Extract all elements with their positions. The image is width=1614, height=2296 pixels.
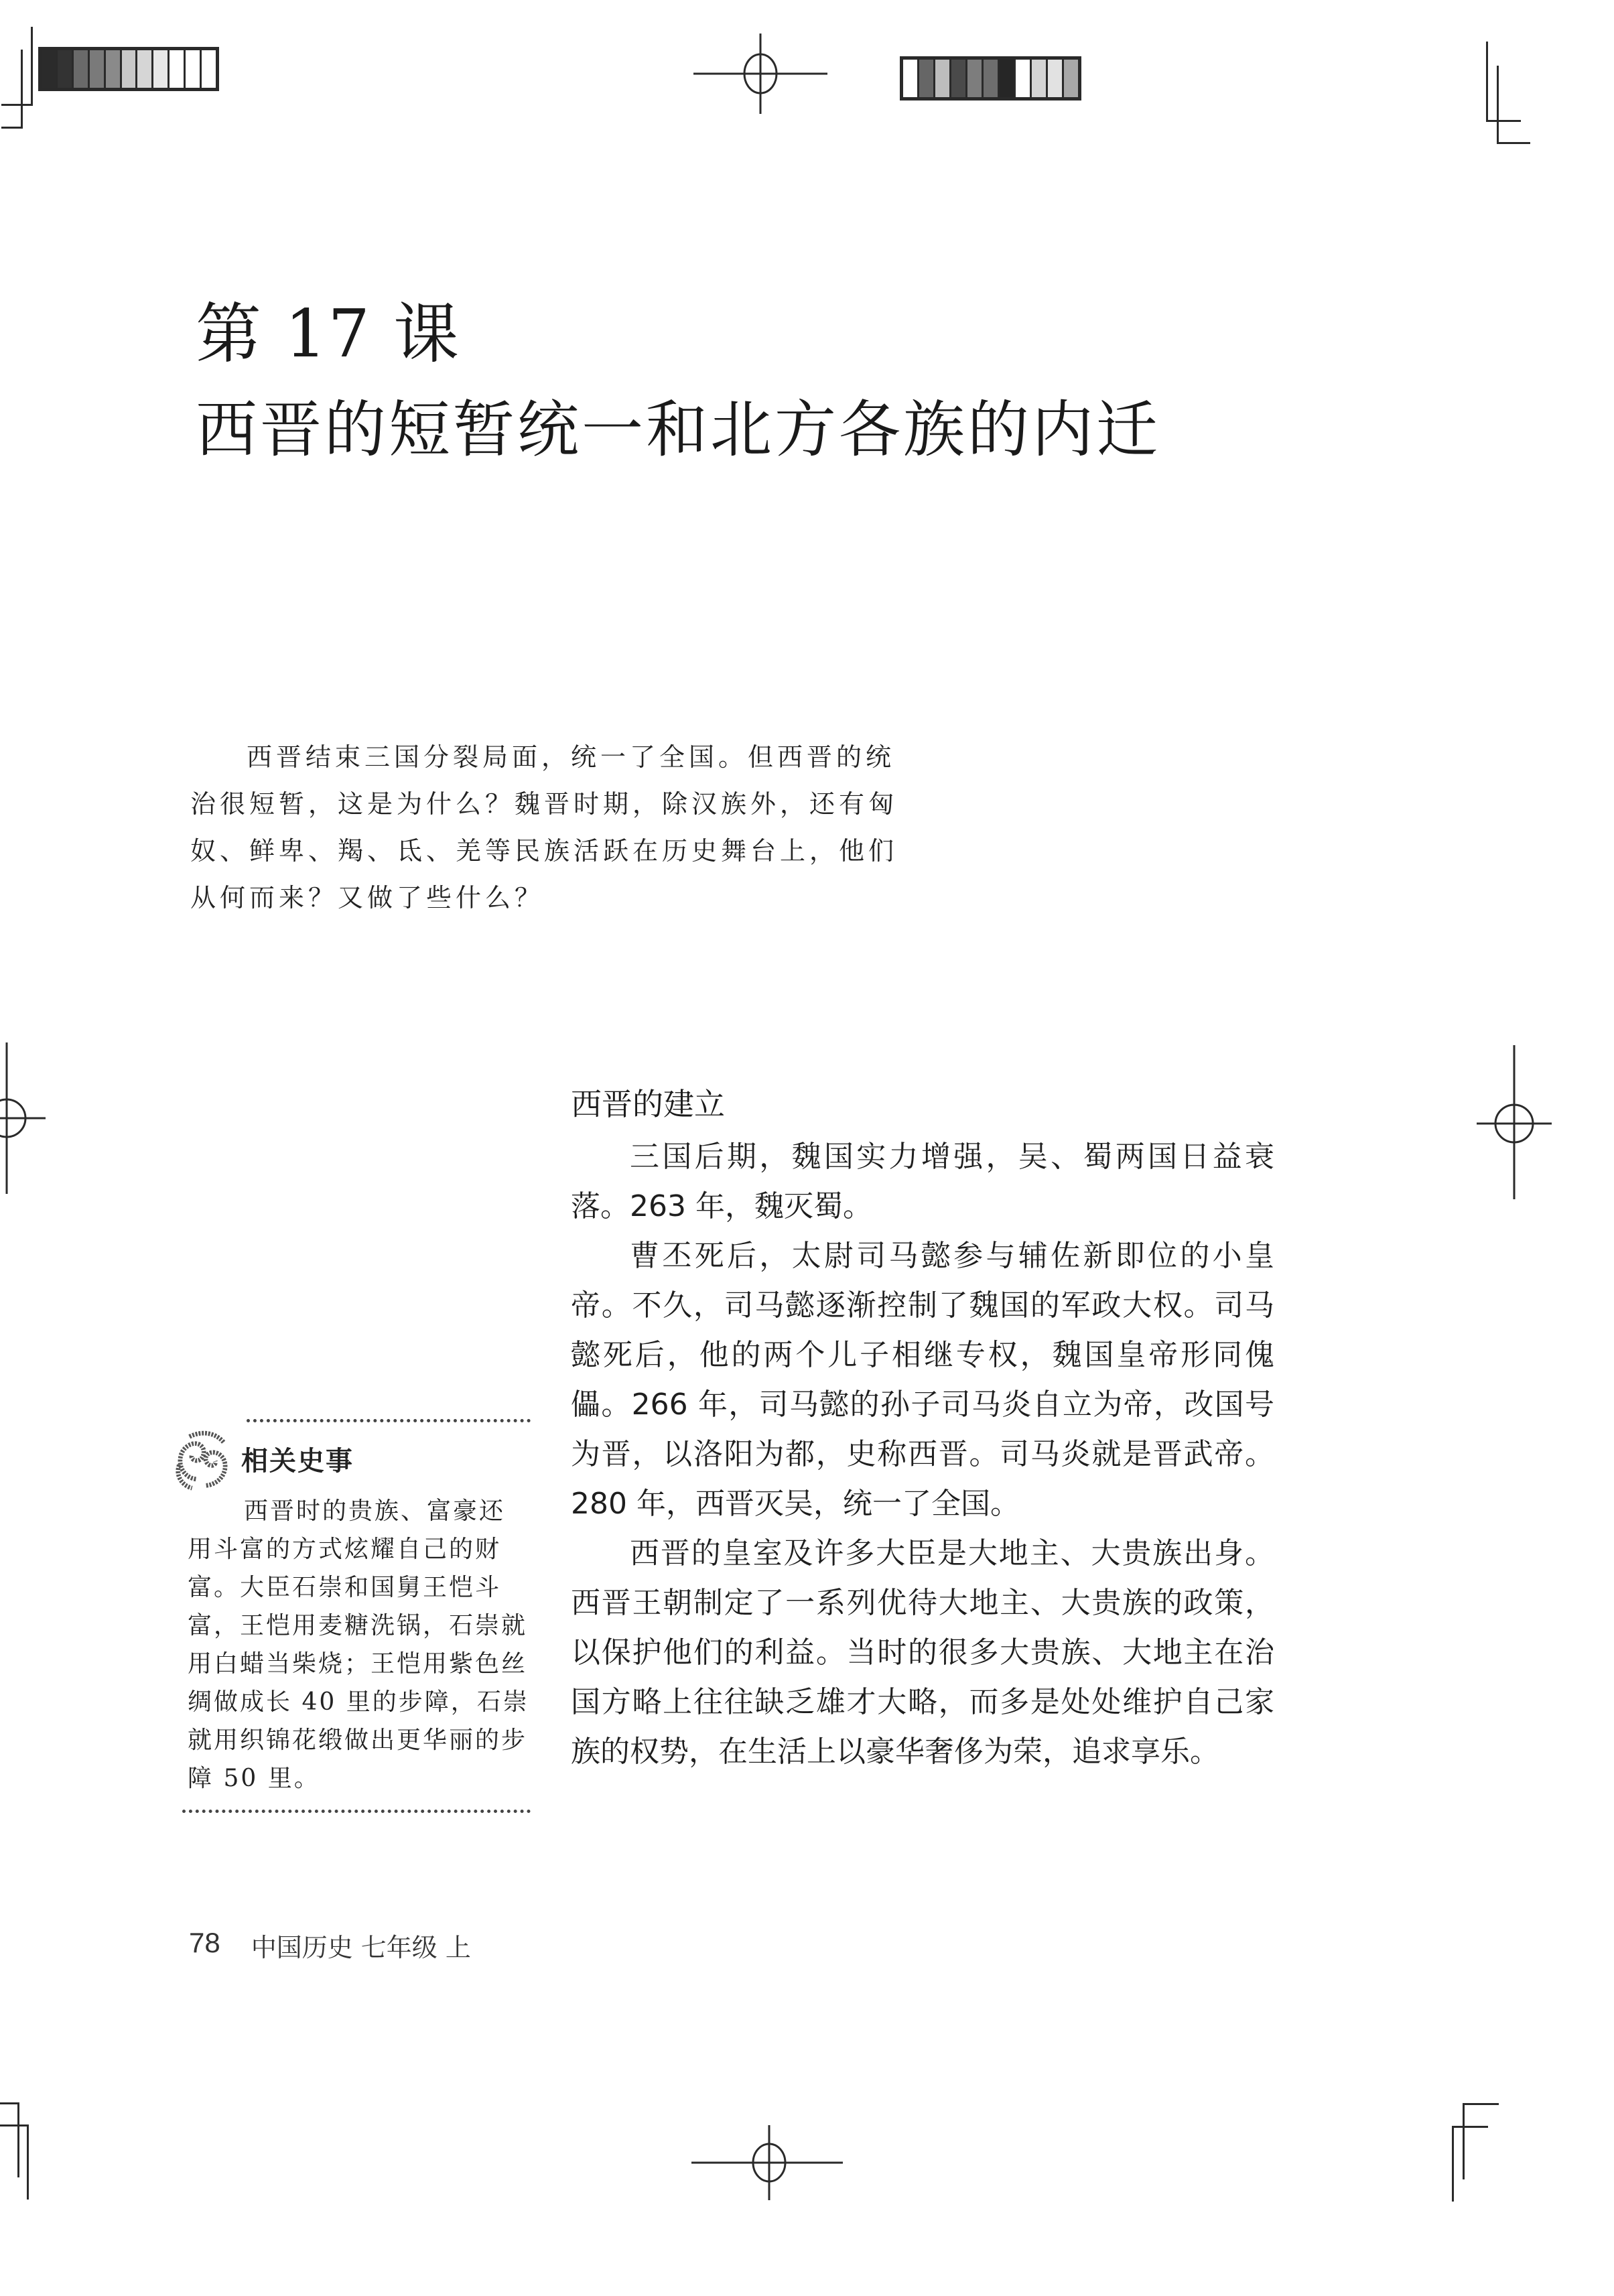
- cloud-scroll-icon: [170, 1426, 234, 1491]
- crop-mark-top-right: [1486, 42, 1488, 122]
- color-swatch: [90, 50, 106, 88]
- color-swatch: [903, 60, 919, 97]
- dotted-divider: [182, 1810, 531, 1813]
- color-calibration-bar-right: [900, 56, 1081, 100]
- color-swatch: [153, 50, 170, 88]
- color-calibration-bar-left: [38, 47, 219, 91]
- color-swatch: [186, 50, 202, 88]
- page-footer: [189, 1927, 471, 1964]
- crop-mark-top-right: [1486, 120, 1521, 122]
- color-swatch: [984, 60, 1000, 97]
- page-number: 78: [189, 1927, 220, 1958]
- color-swatch: [951, 60, 967, 97]
- sidebar-header: [182, 1426, 531, 1491]
- lesson-number: 第 17 课: [196, 296, 461, 373]
- lesson-intro: [190, 734, 900, 921]
- color-swatch: [58, 50, 74, 88]
- color-swatch: [122, 50, 138, 88]
- color-swatch: [1048, 60, 1064, 97]
- book-title: 中国历史 七年级 上: [251, 1933, 471, 1962]
- color-swatch: [42, 50, 58, 88]
- crop-mark-top-right: [1497, 66, 1499, 143]
- registration-target-icon: [0, 1042, 47, 1197]
- crop-mark-bottom-left: [27, 2124, 29, 2200]
- crop-mark-bottom-left: [0, 2102, 19, 2104]
- body-paragraph: 三国后期，魏国实力增强，吴、蜀两国日益衰落。263 年，魏灭蜀。: [571, 1140, 1274, 1223]
- crop-mark-bottom-left: [0, 2124, 28, 2126]
- registration-target-icon: [1474, 1045, 1554, 1199]
- crop-mark-top-right: [1497, 142, 1530, 144]
- body-paragraph: 曹丕死后，太尉司马懿参与辅佐新即位的小皇帝。不久，司马懿逐渐控制了魏国的军政大权。司马懿死后，他的两个儿子相继专权，魏国皇帝形同傀儡。266 年，司马懿的孙子司马炎自立为帝，改国号为晋，以洛阳为都，史称西晋。司马炎就是晋武帝。280 年，西晋灭吴，统一了全国。: [571, 1239, 1274, 1521]
- crop-mark-bottom-right: [1463, 2103, 1499, 2105]
- body-paragraph: 西晋的皇室及许多大臣是大地主、大贵族出身。西晋王朝制定了一系列优待大地主、大贵族的政策，以保护他们的利益。当时的很多大贵族、大地主在治国方略上往往缺乏雄才大略，而多是处处维护自己家族的权势，在生活上以豪华奢侈为荣，追求享乐。: [571, 1536, 1274, 1769]
- lesson-title: 西晋的短暂统一和北方各族的内迁: [196, 394, 1161, 466]
- crop-mark-top-left: [21, 50, 23, 129]
- color-swatch: [967, 60, 984, 97]
- color-swatch: [1032, 60, 1048, 97]
- sidebar-body: [188, 1492, 531, 1798]
- color-swatch: [106, 50, 122, 88]
- crop-mark-bottom-right: [1463, 2103, 1465, 2179]
- crop-mark-top-left: [31, 27, 33, 106]
- crop-mark-bottom-left: [17, 2102, 19, 2177]
- main-body: [571, 1132, 1274, 1777]
- registration-target-icon: [690, 2124, 844, 2204]
- color-swatch: [935, 60, 951, 97]
- color-swatch: [1000, 60, 1016, 97]
- section-heading: 西晋的建立: [571, 1086, 725, 1122]
- color-swatch: [1064, 60, 1078, 97]
- color-swatch: [202, 50, 216, 88]
- registration-target-icon: [693, 33, 827, 114]
- color-swatch: [137, 50, 153, 88]
- color-swatch: [74, 50, 90, 88]
- crop-mark-bottom-right: [1452, 2126, 1454, 2202]
- crop-mark-top-left: [1, 104, 32, 106]
- sidebar-text: 西晋时的贵族、富豪还用斗富的方式炫耀自己的财富。大臣石崇和国舅王恺斗富，王恺用麦糖洗锅，石崇就用白蜡当柴烧；王恺用紫色丝绸做成长 40 里的步障，石崇就用织锦花缎做出更华丽的步障 50 里。: [188, 1497, 529, 1792]
- color-swatch: [919, 60, 935, 97]
- color-swatch: [170, 50, 186, 88]
- intro-text: 西晋结束三国分裂局面，统一了全国。但西晋的统治很短暂，这是为什么？魏晋时期，除汉族外，还有匈奴、鲜卑、羯、氐、羌等民族活跃在历史舞台上，他们从何而来？又做了些什么？: [190, 742, 898, 913]
- dotted-divider: [247, 1419, 531, 1422]
- crop-mark-top-left: [1, 127, 22, 129]
- sidebar-title: 相关史事: [241, 1445, 354, 1477]
- related-history-box: [182, 1419, 531, 1813]
- crop-mark-bottom-right: [1452, 2126, 1488, 2128]
- color-swatch: [1016, 60, 1032, 97]
